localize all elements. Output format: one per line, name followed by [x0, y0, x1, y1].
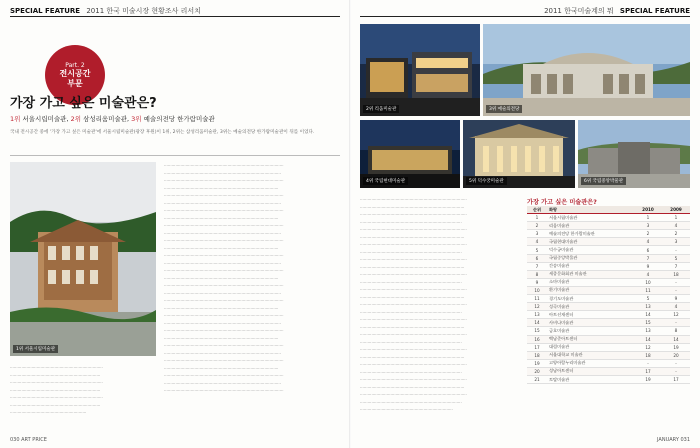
rank-cell: 19	[534, 360, 540, 366]
footer-right: JANUARY 031	[657, 437, 690, 443]
header-right-section: SPECIAL FEATURE	[619, 7, 690, 15]
table-row	[527, 327, 690, 335]
left-column-text-1: ········································································· ······································································· ········································································· ······································································· ········································································· ······································································· ····························································	[10, 365, 103, 415]
rank-2009-cell: 7	[674, 263, 678, 269]
ranking-table-header	[527, 206, 690, 214]
photo-national-museum	[578, 120, 690, 188]
page-title: 가장 가고 싶은 미술관은?	[10, 96, 157, 111]
venue-cell: 서울시립미술관	[549, 214, 578, 220]
rank1-name: 서울시립미술관,	[20, 115, 71, 123]
venue-cell: 대림미술관	[549, 344, 570, 350]
rank-2010-cell: 6	[646, 247, 650, 253]
venue-cell: 간송미술관	[549, 263, 570, 269]
venue-cell: 환기미술관	[549, 287, 570, 293]
caption-seoul-museum: 1위 서울시립미술관	[13, 345, 58, 353]
rank-2009-cell: 9	[674, 296, 678, 302]
rank3-name: 예술의전당 한가람미술관	[141, 115, 215, 123]
rank-2010-cell: 13	[645, 304, 651, 310]
rank-cell: 15	[534, 328, 540, 334]
rank-2009-cell: -	[675, 287, 677, 293]
venue-cell: 성곡미술관	[549, 303, 570, 309]
table-row	[527, 238, 690, 246]
rank-2009-cell: 2	[674, 231, 678, 237]
venue-cell: 국립현대미술관	[549, 238, 578, 244]
rank-2010-cell: -	[647, 360, 649, 366]
rank-2009-cell: 14	[673, 336, 679, 342]
venue-cell: 경기도미술관	[549, 295, 574, 301]
page-gutter	[349, 0, 351, 448]
rank-cell: 17	[534, 344, 540, 350]
venue-cell: 세종문화회관 미술관	[549, 271, 587, 277]
col-rank-header: 순위	[532, 206, 542, 212]
table-row	[527, 295, 690, 303]
rank3-label: 3위	[131, 115, 142, 123]
ranking-table-title: 가장 가고 싶은 미술관은?	[527, 199, 597, 206]
rank-2009-cell: 1	[674, 215, 678, 221]
col-2009-header: 2009	[670, 207, 682, 213]
rank-cell: 13	[534, 312, 540, 318]
table-row	[527, 287, 690, 295]
subtitle	[10, 114, 215, 123]
rank-2009-cell: 3	[674, 239, 678, 245]
caption-arts-center: 3위 예술의전당	[486, 105, 522, 113]
table-row	[527, 214, 690, 222]
rank-2009-cell: 19	[673, 344, 679, 350]
venue-cell: 덕수궁미술관	[549, 247, 574, 253]
table-row	[527, 368, 690, 376]
rank-cell: 11	[534, 296, 540, 302]
rank1-label: 1위	[10, 115, 21, 123]
photo-arts-center-image	[483, 24, 690, 116]
venue-cell: 토탈미술관	[549, 376, 570, 382]
header-right	[544, 6, 690, 16]
rank-cell: 4	[535, 239, 539, 245]
rank-cell: 3	[535, 231, 539, 237]
col-venue-header: 화랑	[549, 206, 558, 212]
rank-2009-cell: -	[675, 247, 677, 253]
rank-2010-cell: 15	[645, 320, 651, 326]
rank-2009-cell: 5	[674, 255, 678, 261]
caption-national-museum: 6위 국립중앙박물관	[581, 177, 626, 185]
table-row	[527, 360, 690, 368]
header-left	[10, 6, 201, 16]
rank-2010-cell: 13	[645, 328, 651, 334]
rank2-label: 2위	[70, 115, 81, 123]
venue-cell: 사비나미술관	[549, 319, 574, 325]
rank-cell: 18	[534, 352, 540, 358]
venue-cell: 예술의전당 한가람미술관	[549, 230, 595, 236]
table-row	[527, 352, 690, 360]
table-row	[527, 279, 690, 287]
table-row	[527, 246, 690, 254]
rank-2009-cell: 12	[673, 312, 679, 318]
venue-cell: 금호미술관	[549, 327, 570, 333]
rank-2010-cell: 11	[645, 287, 651, 293]
venue-cell: 서울대학교 미술관	[549, 352, 583, 358]
photo-arts-center	[483, 24, 690, 116]
rank-cell: 2	[535, 223, 539, 229]
rank-cell: 10	[534, 287, 540, 293]
caption-leeum: 2위 리움미술관	[363, 105, 399, 113]
part-number: Part. 2	[65, 61, 85, 69]
caption-mmca: 4위 국립현대미술관	[363, 177, 408, 185]
rank-cell: 7	[535, 263, 539, 269]
header-right-desc: 2011 한국미술계의 뭐	[544, 7, 614, 15]
rank-cell: 9	[535, 279, 539, 285]
table-row	[527, 230, 690, 238]
lede-paragraph: 국내 전시공간 중에 '가장 가고 싶은 미술관'에 서울시립미술관(광장 후원)이 1위, 2위는 삼성리움미술관, 3위는 예술의전당 한가람미술관이 뒤를 이었다.	[10, 130, 315, 135]
venue-cell: 국립중앙박물관	[549, 255, 578, 261]
table-row	[527, 263, 690, 271]
rank-2009-cell: -	[675, 279, 677, 285]
part-label-2: 부문	[67, 78, 83, 88]
rank-2009-cell: 20	[673, 352, 679, 358]
venue-cell: 백남준아트센터	[549, 336, 578, 342]
rank2-name: 삼성리움미술관,	[81, 115, 132, 123]
rank-2010-cell: 1	[646, 215, 650, 221]
rank-cell: 14	[534, 320, 540, 326]
venue-cell: 성남아트센터	[549, 368, 574, 374]
header-rule-left	[10, 16, 340, 17]
photo-seoul-museum	[10, 162, 156, 356]
rank-cell: 16	[534, 336, 540, 342]
rank-cell: 8	[535, 271, 539, 277]
table-row	[527, 303, 690, 311]
table-row	[527, 344, 690, 352]
venue-cell: 리움미술관	[549, 222, 570, 228]
header-left-section: SPECIAL FEATURE	[10, 7, 81, 15]
rank-cell: 6	[535, 255, 539, 261]
photo-seoul-museum-image	[10, 162, 156, 356]
header-rule-right	[360, 16, 690, 17]
caption-deoksugung: 5위 덕수궁미술관	[466, 177, 507, 185]
table-row	[527, 336, 690, 344]
photo-leeum-image	[360, 24, 480, 116]
footer-left: 030 ART PRICE	[10, 437, 47, 443]
rank-cell: 12	[534, 304, 540, 310]
table-row	[527, 222, 690, 230]
rank-2009-cell: 18	[673, 271, 679, 277]
rank-2009-cell: 4	[674, 304, 678, 310]
rank-2010-cell: 4	[646, 239, 650, 245]
part-label-1: 전시공간	[59, 68, 91, 78]
photo-leeum	[360, 24, 480, 116]
table-row	[527, 255, 690, 263]
rank-2010-cell: 10	[645, 279, 651, 285]
rank-2010-cell: 14	[645, 336, 651, 342]
rank-2010-cell: 3	[646, 223, 650, 229]
ranking-table	[527, 206, 690, 384]
rank-2010-cell: 9	[646, 263, 650, 269]
right-column-text: ···················································································· ·················································································· ···················································································· ················································································ ···················································································· ·················································································· ···················································································· ················································································ ···················································································· ·················································································· ···················································································· ················································································ ···················································································· ·················································································· ···················································································· ················································································ ···················································································· ·················································································· ···················································································· ················································································ ···················································································· ·················································································· ···················································································· ················································································ ···················································································· ·················································································· ···················································································· ················································································ ·········································································	[360, 197, 467, 412]
table-row	[527, 376, 690, 384]
rank-2009-cell: -	[675, 368, 677, 374]
rank-2010-cell: 17	[645, 368, 651, 374]
rank-cell: 21	[534, 377, 540, 383]
table-row	[527, 311, 690, 319]
venue-cell: 소마미술관	[549, 279, 570, 285]
rank-cell: 20	[534, 368, 540, 374]
table-row	[527, 271, 690, 279]
rank-2010-cell: 14	[645, 312, 651, 318]
photo-national-museum-modern	[360, 120, 460, 188]
rank-2010-cell: 18	[645, 352, 651, 358]
col-2010-header: 2010	[642, 207, 654, 213]
column-rule	[10, 155, 340, 156]
left-column-text-2: ······························································································ ···························································································· ······························································································ ·························································································· ······························································································ ···························································································· ······························································································ ·························································································· ······························································································ ···························································································· ······························································································ ·························································································· ······························································································ ···························································································· ······························································································ ·························································································· ······························································································ ···························································································· ······························································································ ·························································································· ······························································································ ···························································································· ······························································································ ·························································································· ······························································································ ···························································································· ······························································································ ·························································································· ······························································································ ···························································································· ······························································································	[164, 163, 284, 393]
rank-2010-cell: 12	[645, 344, 651, 350]
rank-2009-cell: -	[675, 320, 677, 326]
venue-cell: 아트선재센터	[549, 311, 574, 317]
rank-2010-cell: 5	[646, 296, 650, 302]
rank-2009-cell: -	[675, 360, 677, 366]
rank-2010-cell: 7	[646, 255, 650, 261]
rank-cell: 5	[535, 247, 539, 253]
rank-2009-cell: 17	[673, 377, 679, 383]
rank-2009-cell: 4	[674, 223, 678, 229]
header-left-desc: 2011 한국 미술시장 현황조사 리서치	[86, 7, 201, 15]
rank-cell: 1	[535, 215, 539, 221]
venue-cell: 고양아람누리미술관	[549, 360, 586, 366]
rank-2010-cell: 4	[646, 271, 650, 277]
photo-deoksugung	[463, 120, 575, 188]
table-row	[527, 319, 690, 327]
rank-2009-cell: 8	[674, 328, 678, 334]
rank-2010-cell: 19	[645, 377, 651, 383]
rank-2010-cell: 2	[646, 231, 650, 237]
